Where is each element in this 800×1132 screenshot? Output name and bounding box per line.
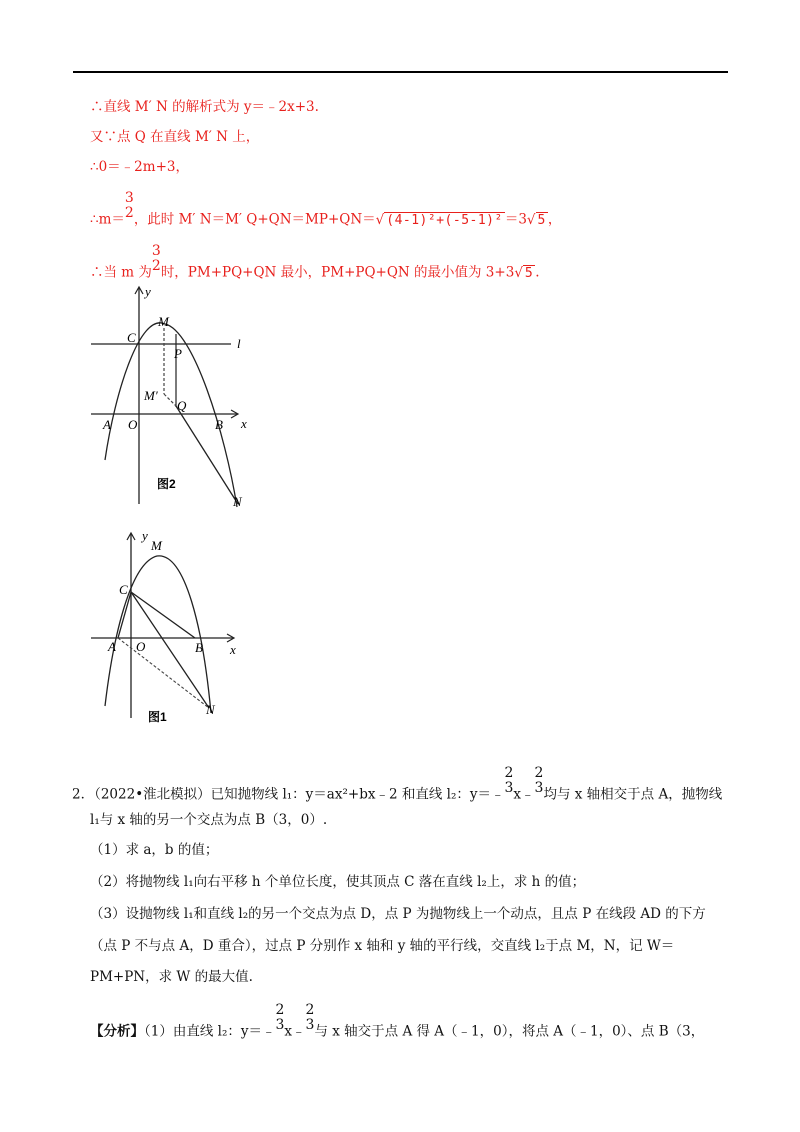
radicand: (4-1)²+(-5-1)² <box>386 212 503 228</box>
label-a: A <box>103 417 111 432</box>
question-2: （2）将抛物线 l₁向右平移 h 个单位长度，使其顶点 C 落在直线 l₂上，求 h 的值； <box>90 874 586 890</box>
square-root: √ (4-1)²+(-5-1)² <box>375 211 503 228</box>
fraction <box>125 191 134 221</box>
header-rule <box>73 71 728 73</box>
solution-line-4 <box>90 190 562 235</box>
label-n: N <box>206 702 215 717</box>
fraction-numerator: 2 <box>275 1002 285 1018</box>
question-3-line-1: （3）设抛物线 l₁和直线 l₂的另一个交点为点 D，点 P 为抛物线上一个动点，且点 P 在线段 AD 的下方 <box>90 906 706 922</box>
question-3-line-3: PM+PN，求 W 的最大值. <box>90 969 253 985</box>
line5-prefix: ∴当 m 为 <box>90 264 152 281</box>
segment-m-prime-q <box>164 394 176 406</box>
line5-middle: 时，PM+PQ+QN 最小，PM+PQ+QN 的最小值为 3+3 <box>160 264 515 281</box>
fraction-denominator: 3 <box>534 780 544 796</box>
line4-end: ， <box>547 211 562 228</box>
square-root: √ 5 <box>514 264 534 281</box>
label-m: M <box>151 538 162 553</box>
fraction-numerator: 3 <box>151 243 161 259</box>
square-root: √ 5 <box>526 211 546 228</box>
label-a: A <box>108 639 116 654</box>
problem-end: 均与 x 轴相交于点 A，抛物线 <box>543 786 723 803</box>
figure-1-caption: 图1 <box>148 710 167 724</box>
problem-mid: x﹣ <box>513 786 535 803</box>
label-q: Q <box>177 398 187 413</box>
problem-2-line-2: l₁与 x 轴的另一个交点为点 B（3，0）. <box>90 812 328 828</box>
solution-line-1: ∴直线 M′ N 的解析式为 y＝﹣2x+3. <box>90 99 319 115</box>
radicand: 5 <box>524 265 534 281</box>
label-n: N <box>233 494 242 509</box>
line5-end: . <box>535 264 540 281</box>
fraction <box>152 244 161 274</box>
label-y: y <box>145 284 151 299</box>
label-b: B <box>195 640 203 655</box>
analysis-text-1: （1）由直线 l₂：y＝﹣ <box>144 1023 276 1040</box>
fraction <box>535 766 544 796</box>
fraction-numerator: 2 <box>305 1002 315 1018</box>
question-1: （1）求 a，b 的值； <box>90 842 219 858</box>
line4-prefix: ∴m＝ <box>90 211 125 228</box>
label-b: B <box>215 417 223 432</box>
line4-middle: ，此时 M′ N＝M′ Q+QN＝MP+QN＝ <box>133 211 376 228</box>
radicand: 5 <box>537 212 546 228</box>
fraction-denominator: 2 <box>124 205 134 221</box>
figure-2-caption: 图2 <box>157 477 176 491</box>
label-o: O <box>128 417 138 432</box>
label-c: C <box>127 330 136 345</box>
segment-qn <box>176 406 238 504</box>
fraction <box>276 1003 285 1033</box>
label-l: l <box>237 336 241 351</box>
solution-line-2: 又∵点 Q 在直线 M′ N 上， <box>90 129 260 145</box>
segment-cb <box>131 592 195 638</box>
label-x: x <box>230 642 236 657</box>
problem-number: 2． <box>72 786 95 803</box>
question-3-line-2: （点 P 不与点 A，D 重合），过点 P 分别作 x 轴和 y 轴的平行线，交直线 l₂于点 M，N，记 W＝ <box>90 938 675 954</box>
fraction <box>504 766 513 796</box>
fraction-numerator: 2 <box>534 765 544 781</box>
fraction <box>306 1003 315 1033</box>
analysis-text-2: 与 x 轴交于点 A 得 A（﹣1，0），将点 A（﹣1，0）、点 B（3， <box>314 1023 705 1040</box>
solution-line-3: ∴0＝﹣2m+3， <box>90 159 189 175</box>
label-x: x <box>241 416 247 431</box>
problem-source: （2022•淮北模拟）已知抛物线 l₁：y＝ax²+bx﹣2 和直线 l₂：y＝﹣ <box>94 786 505 803</box>
problem-2-line-1 <box>72 765 723 810</box>
parabola <box>105 556 211 713</box>
label-p: P <box>174 346 182 361</box>
fraction-denominator: 3 <box>275 1017 285 1033</box>
fraction-denominator: 3 <box>305 1017 315 1033</box>
label-c: C <box>119 582 128 597</box>
segment-ca <box>118 592 131 638</box>
label-y: y <box>142 528 148 543</box>
line4-equals: ＝3 <box>504 211 527 228</box>
label-o: O <box>136 639 146 654</box>
fraction-numerator: 3 <box>124 190 134 206</box>
label-m: M <box>158 314 169 329</box>
figure-1-diagram <box>85 528 245 728</box>
figure-2-diagram <box>85 282 260 512</box>
analysis-tag: 【分析】 <box>90 1023 144 1040</box>
analysis-line <box>90 1002 705 1047</box>
label-m-prime: M′ <box>144 388 158 403</box>
fraction-denominator: 2 <box>151 258 161 274</box>
fraction-numerator: 2 <box>504 765 514 781</box>
fraction-denominator: 3 <box>504 780 514 796</box>
analysis-mid: x﹣ <box>284 1023 306 1040</box>
